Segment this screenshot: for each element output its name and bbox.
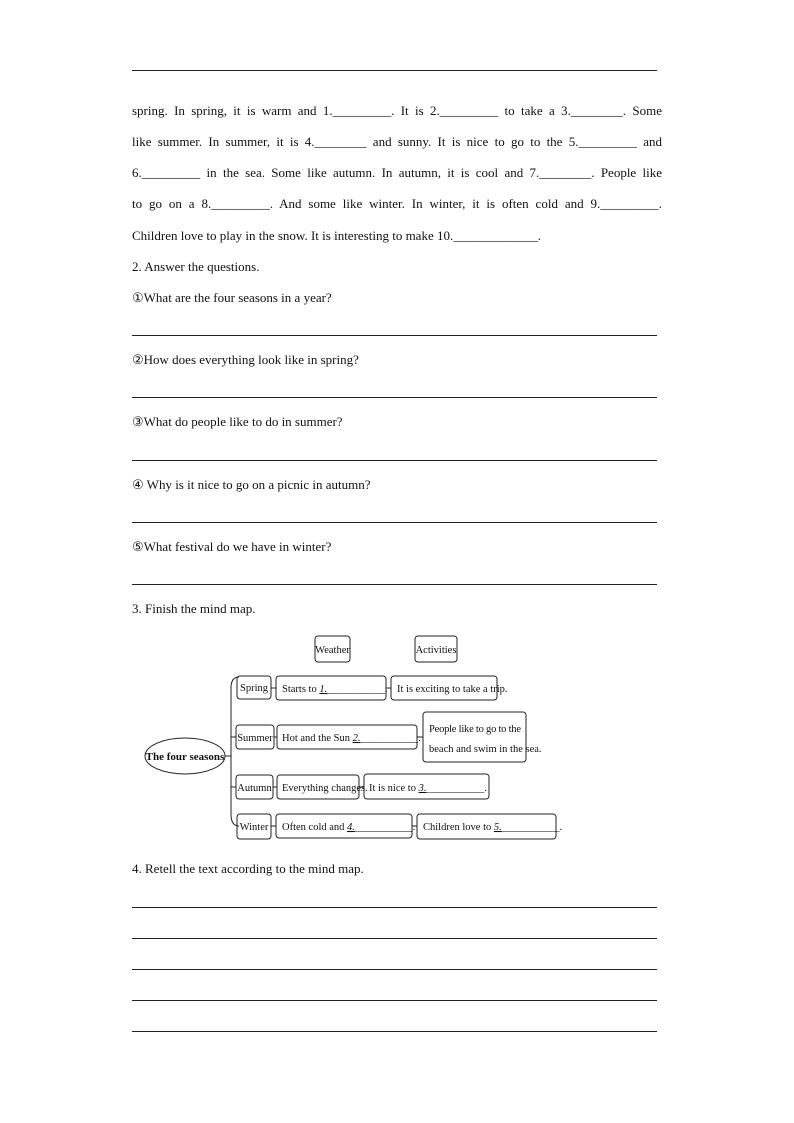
season-winter: Winter [239,822,269,833]
section3-heading: 3. Finish the mind map. [132,601,256,616]
retell-line-2[interactable] [132,938,657,939]
passage-line-1: spring. In spring, it is warm and 1._________. It is 2._________ to take a 3.________. Some [132,103,662,118]
retell-line-1[interactable] [132,907,657,908]
retell-line-3[interactable] [132,969,657,970]
retell-line-4[interactable] [132,1000,657,1001]
section2-heading: 2. Answer the questions. [132,259,260,274]
weather-spring: Starts to 1.___________. [282,684,388,695]
season-autumn: Autumn [237,783,272,794]
activity-summer-line2: beach and swim in the sea. [429,744,542,755]
activity-autumn: It is nice to 3.___________. [369,783,487,794]
season-spring: Spring [239,683,269,694]
question-4: ④ Why is it nice to go on a picnic in autumn? [132,477,371,492]
weather-winter: Often cold and 4.___________. [282,822,416,833]
activity-winter: Children love to 5.___________. [423,822,563,833]
question-1: ①What are the four seasons in a year? [132,290,332,305]
retell-line-5[interactable] [132,1031,657,1032]
passage-line-4: to go on a 8._________. And some like winter. In winter, it is often cold and 9._________. [132,196,662,211]
section4-heading: 4. Retell the text according to the mind map. [132,861,364,876]
passage-line-2: like summer. In summer, it is 4.________ and sunny. It is nice to go to the 5._________ and [132,134,662,149]
weather-autumn: Everything changes. [282,783,368,794]
activity-spring: It is exciting to take a trip. [397,684,508,695]
passage-line-3: 6._________ in the sea. Some like autumn. In autumn, it is cool and 7.________. People like [132,165,662,180]
passage-line-5: Children love to play in the snow. It is interesting to make 10._____________. [132,228,541,243]
weather-summer: Hot and the Sun 2.___________. [282,733,421,744]
weather-header: Weather [315,645,350,656]
center-label: The four seasons [145,751,225,763]
activities-header: Activities [415,645,457,656]
season-summer: Summer [237,733,273,744]
question-5: ⑤What festival do we have in winter? [132,539,332,554]
activity-summer-line1: People like to go to the [429,724,521,735]
question-2: ②How does everything look like in spring? [132,352,359,367]
question-3: ③What do people like to do in summer? [132,414,343,429]
